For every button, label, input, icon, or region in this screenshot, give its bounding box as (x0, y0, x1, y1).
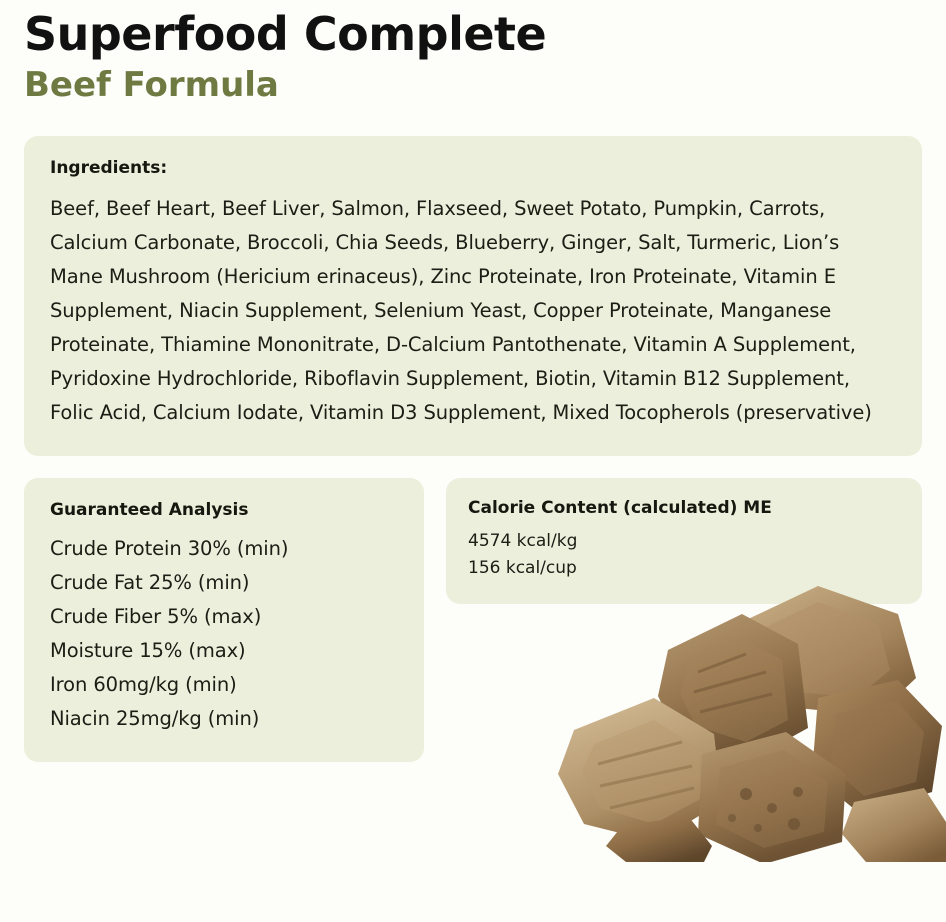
guaranteed-analysis-card (24, 478, 424, 762)
list-item: Crude Protein 30% (min) (50, 536, 289, 560)
list-item: Moisture 15% (max) (50, 638, 246, 662)
list-item: Niacin 25mg/kg (min) (50, 706, 260, 730)
list-item: Crude Fiber 5% (max) (50, 604, 262, 628)
calorie-line: 156 kcal/cup (468, 557, 577, 578)
page-subtitle: Beef Formula (24, 64, 279, 105)
page-title: Superfood Complete (24, 7, 547, 61)
calorie-content-card (446, 478, 922, 604)
title-block (24, 0, 922, 106)
guaranteed-analysis-heading: Guaranteed Analysis (50, 499, 249, 520)
ingredients-label: Ingredients: (50, 157, 168, 178)
ingredients-text: Beef, Beef Heart, Beef Liver, Salmon, Flaxseed, Sweet Potato, Pumpkin, Carrots, Calcium Carbonate, Broccoli, Chia Seeds, Blueberry, Ginger, Salt, Turmeric, Lion’s Mane Mushroom (Hericium erinaceus), Zinc Proteinate, Iron Proteinate, Vitamin E Supplement, Niacin Supplement, Selenium Yeast, Copper Proteinate, Manganese Proteinate, Thiamine Mononitrate, D-Calcium Pantothenate, Vitamin A Supplement, Pyridoxine Hydrochloride, Riboflavin Supplement, Biotin, Vitamin B12 Supplement, Folic Acid, Calcium Iodate, Vitamin D3 Supplement, Mixed Tocopherols (preservative) (50, 196, 872, 424)
lower-row (24, 478, 922, 818)
list-item: Iron 60mg/kg (min) (50, 672, 237, 696)
guaranteed-analysis-list (50, 532, 398, 736)
calorie-line: 4574 kcal/kg (468, 530, 578, 551)
ingredients-card (24, 136, 922, 456)
calorie-content-heading: Calorie Content (calculated) ME (468, 497, 772, 518)
right-column (446, 478, 922, 818)
list-item: Crude Fat 25% (min) (50, 570, 250, 594)
